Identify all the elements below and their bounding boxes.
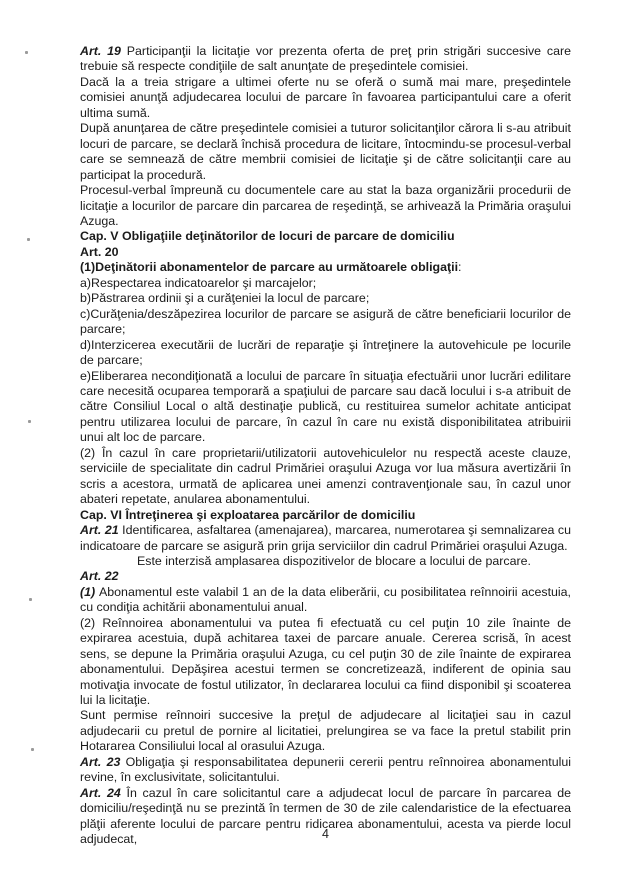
text-run: În cazul în care solicitantul care a adjudecat locul de parcare în parcarea de domiciliu/reşedinţă nu se prezintă în termen de 30 de zile calendaristice de la efectuarea plăţii aferente locului de parcare pentru ridicarea abonamentului, acesta va pierde locul adjudecat, — [80, 785, 571, 847]
emphasis-run: Cap. V Obligaţiile deţinătorilor de locuri de parcare de domiciliu — [80, 229, 455, 244]
text-run: c)Curăţenia/deszăpezirea locurilor de parcare se asigură de către beneficiarii locurilor de parcare; — [80, 306, 571, 337]
paragraph-art-19 — [80, 44, 571, 75]
emphasis-run: Art. 24 — [80, 785, 127, 800]
text-run: Dacă la a treia strigare a ultimei oferte nu se oferă o sumă mai mare, preşedintele comisiei anunţă adjudecarea locului de parcare în favoarea participantului care a oferit ultima sumă. — [80, 74, 571, 120]
paragraph-art-22-2 — [80, 616, 571, 709]
heading-art-20 — [80, 245, 571, 260]
paragraph-art-20-1 — [80, 260, 571, 275]
scan-speck — [27, 238, 30, 241]
text-run: (2) În cazul în care proprietarii/utilizatorii autovehiculelor nu respectă aceste clauze, serviciile de specialitate din cadrul Primăriei oraşului Azuga vor lua măsura avertizării în scris a acestora, urmată de aplicarea unei amenzi contravenţionale sau, în cazul unor abateri repetate, anularea abonamentului. — [80, 445, 571, 507]
paragraph-lit-c — [80, 307, 571, 338]
emphasis-run: (1)Deţinătorii abonamentelor de parcare au următoarele obligaţii — [80, 260, 459, 275]
emphasis-run: Cap. VI Întreţinerea şi exploatarea parcărilor de domiciliu — [80, 507, 416, 522]
text-run: Participanţii la licitaţie vor prezenta oferta de preţ prin strigări succesive care trebuie să respecte condiţiile de salt anunţate de preşedintele comisiei. — [80, 44, 571, 74]
emphasis-run: Art. 20 — [80, 244, 119, 259]
paragraph-daca-la-a-treia — [80, 75, 571, 121]
paragraph-lit-e — [80, 369, 571, 446]
paragraph-sunt-permise — [80, 708, 571, 754]
scan-speck — [29, 598, 32, 601]
text-run: b)Păstrarea ordinii şi a curăţeniei la locul de parcare; — [80, 291, 370, 306]
paragraph-lit-a — [80, 276, 571, 291]
text-run: Identificarea, asfaltarea (amenajarea), marcarea, numerotarea şi semnalizarea cu indicatoare de parcare se asigură prin grija serviciilor din cadrul Primăriei oraşului Azuga. — [80, 523, 571, 553]
text-run: (2) Reînnoirea abonamentului va putea fi efectuată cu cel puţin 10 zile înainte de expirarea acestuia, după achitarea taxei de parcare anuale. Cererea scrisă, în acest sens, se depune la Primăria oraşului Azuga, cu cel puţin 30 de zile înainte de expirarea abonamentului. Depăşirea acestui termen se concretizează, indiferent de opinia sau motivaţia invocate de fostul utilizator, în declararea locului ca fiind disponibil şi scoaterea lui la licitaţie. — [80, 615, 571, 708]
document-body — [80, 44, 571, 848]
text-run: Sunt permise reînnoiri succesive la preţul de adjudecare al licitaţiei sau in cazul adjudecarii cu pretul de pornire al licitatiei, prelungirea se va face la pretul stabilit prin Hotararea Consiliului local al orasului Azuga. — [80, 708, 571, 754]
paragraph-este-interzisa — [80, 554, 571, 569]
paragraph-dupa-anuntarea — [80, 121, 571, 183]
emphasis-run: Art. 21 — [80, 523, 123, 538]
paragraph-art-22-1 — [80, 585, 571, 616]
text-run: Procesul-verbal împreună cu documentele care au stat la baza organizării procedurii de licitaţie a locurilor de parcare din parcarea de reşedinţă, se arhivează la Primăria oraşului Azuga. — [80, 183, 571, 228]
paragraph-lit-b — [80, 291, 571, 306]
text-run: Este interzisă amplasarea dispozitivelor de blocare a locului de parcare. — [137, 553, 531, 568]
text-run: : — [458, 260, 462, 275]
text-run: a)Respectarea indicatoarelor şi marcajelor; — [80, 275, 317, 290]
paragraph-procesul-verbal — [80, 183, 571, 229]
paragraph-art-21 — [80, 523, 571, 554]
scan-speck — [31, 748, 34, 751]
heading-cap-6 — [80, 508, 571, 523]
emphasis-run: Art. 19 — [80, 44, 127, 58]
paragraph-art-20-2 — [80, 446, 571, 508]
emphasis-run: (1) — [80, 584, 100, 599]
text-run: d)Interzicerea executării de lucrări de reparaţie şi întreţinere la autovehicule pe locurile de parcare; — [80, 337, 571, 368]
heading-art-22 — [80, 569, 571, 584]
emphasis-run: Art. 22 — [80, 569, 119, 584]
heading-cap-5 — [80, 229, 571, 244]
scan-speck — [28, 420, 31, 423]
paragraph-art-23 — [80, 755, 571, 786]
text-run: Abonamentul este valabil 1 an de la data eliberării, cu posibilitatea reînnoirii acestuia, cu condiţia achitării abonamentului anual. — [80, 584, 572, 615]
text-run: e)Eliberarea necondiţionată a locului de parcare în situaţia efectuării unor lucrări edilitare care necesită ocuparea temporară a spaţiului de parcare sau dacă locului i s-a atribuit de către Consiliul Local o altă destinaţie publică, cu restituirea sumelor achitate anticipat pentru utilizarea locului de parcare, în cazul în care nu există disponibilitatea atribuirii unui alt loc de parcare. — [80, 368, 571, 445]
text-run: Obligaţia şi responsabilitatea depunerii cererii pentru reînnoirea abonamentului revine, în exclusivitate, solicitantului. — [80, 754, 571, 785]
emphasis-run: Art. 23 — [80, 754, 126, 769]
page-number: 4 — [322, 827, 329, 841]
scan-speck — [25, 51, 28, 54]
paragraph-lit-d — [80, 338, 571, 369]
text-run: După anunţarea de către preşedintele comisiei a tuturor solicitanţilor cărora li s-au atribuit locuri de parcare, se declară închisă procedura de licitare, întocmindu-se procesul-verbal care se semnează de către membrii comisiei de licitaţie şi de către solicitanţii care au participat la procedură. — [80, 121, 571, 182]
